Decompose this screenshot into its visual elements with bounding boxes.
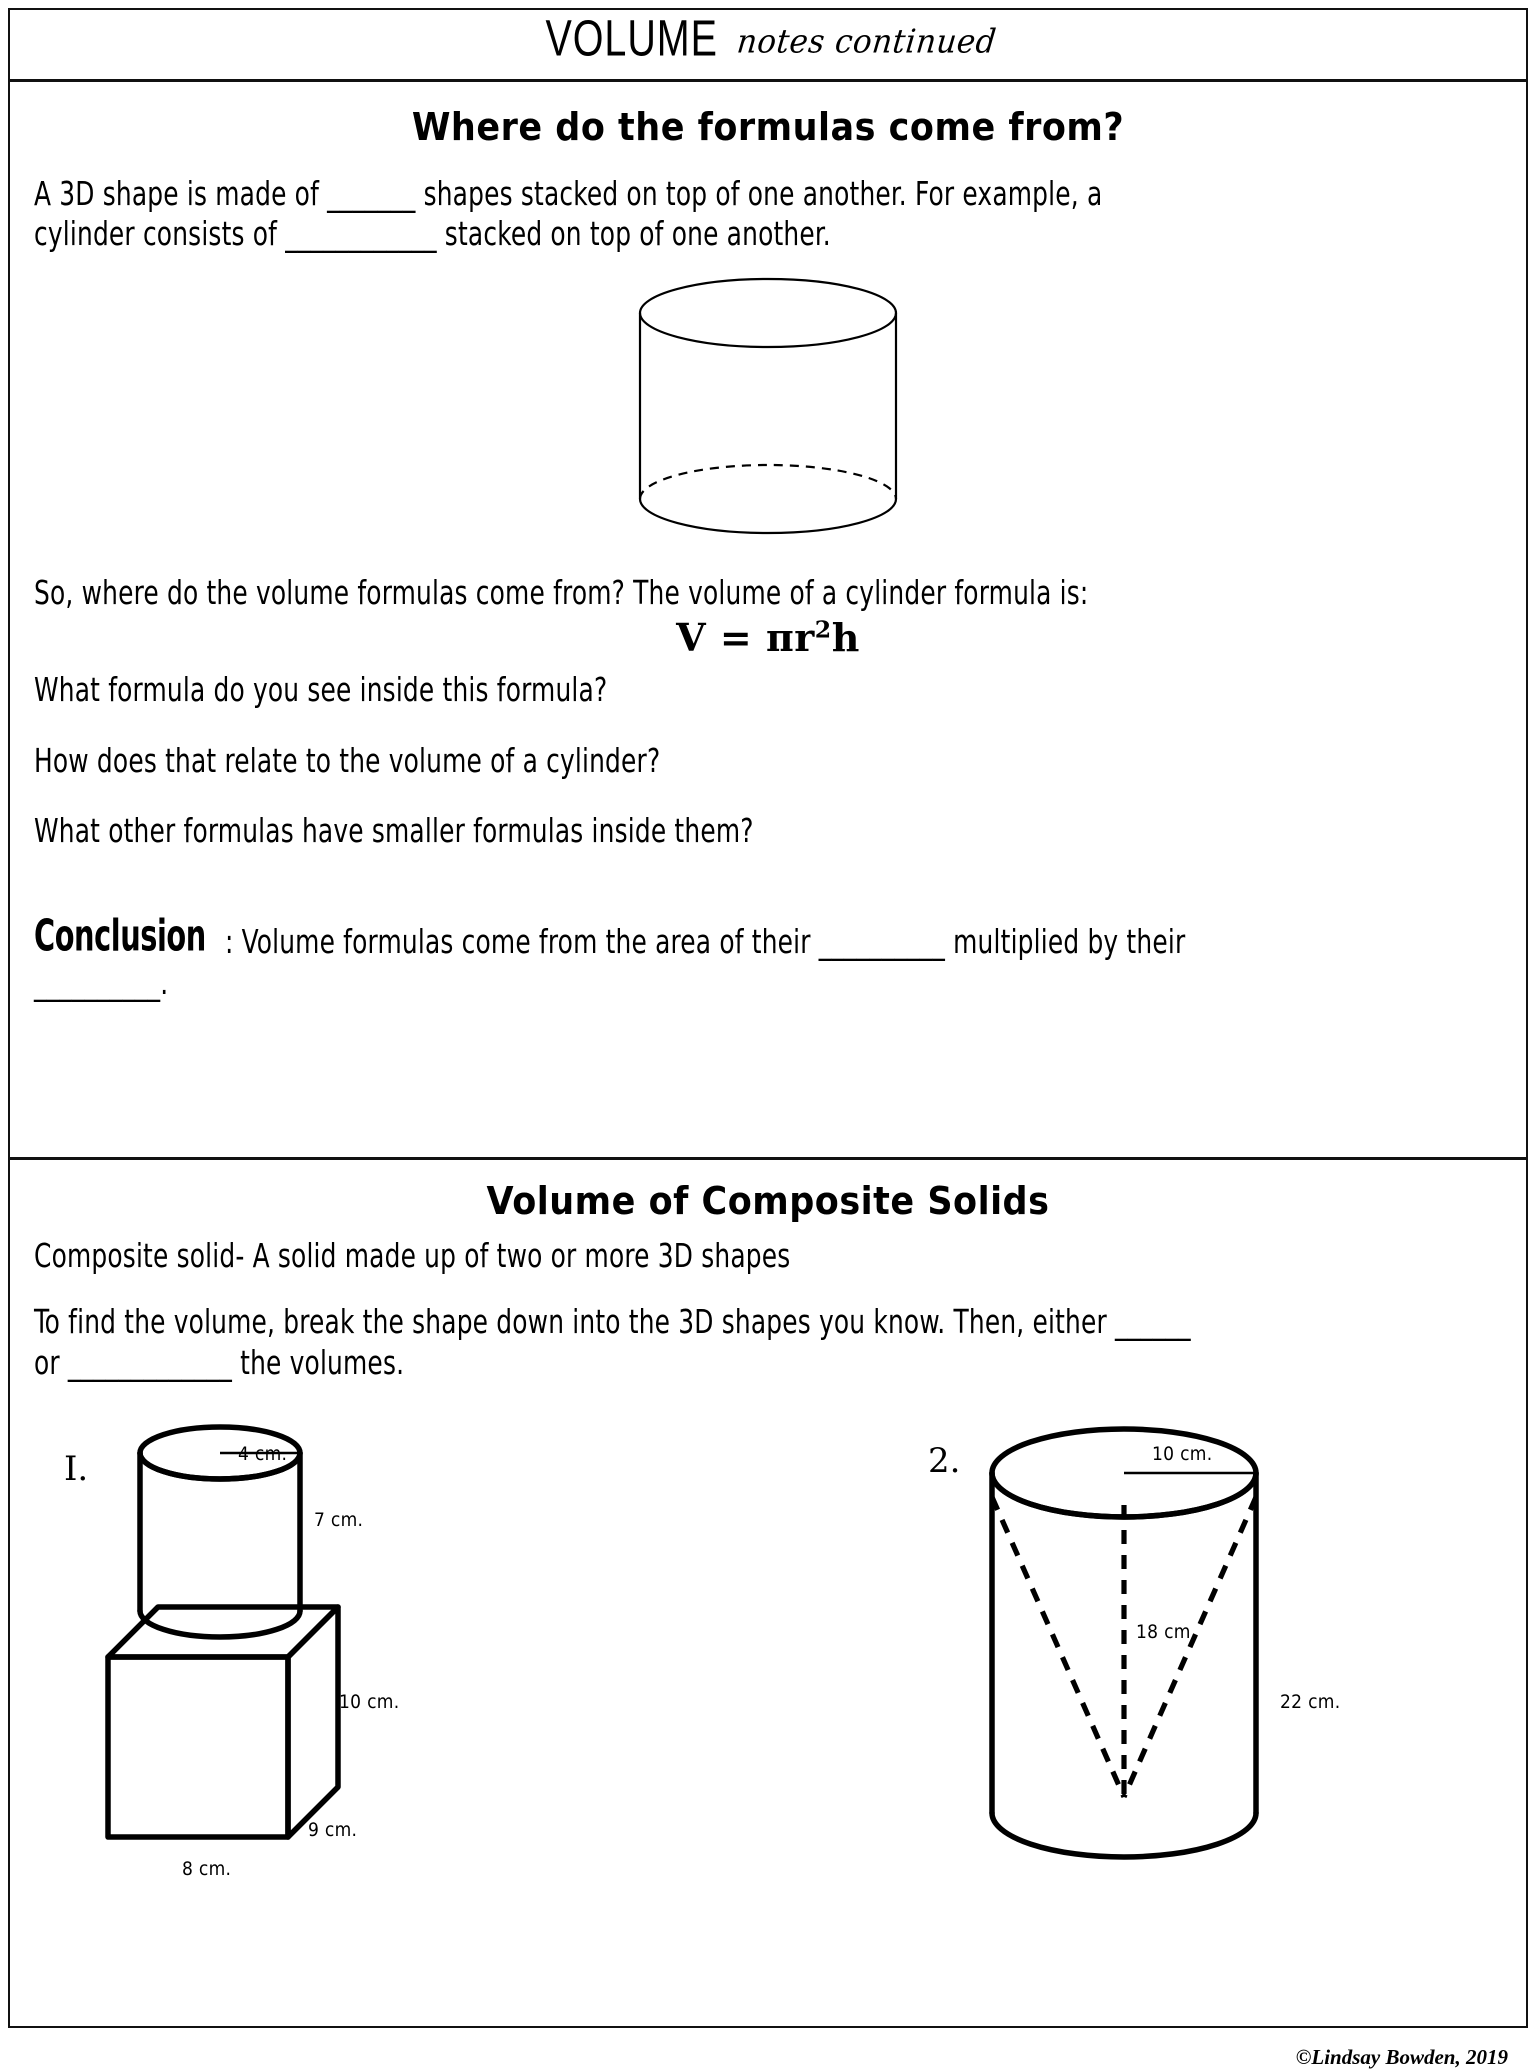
problem-1 xyxy=(42,1401,542,1941)
formula-prompt: So, where do the volume formulas come from? The volume of a cylinder formula is: xyxy=(34,574,1089,612)
problem-1-number: I. xyxy=(64,1449,89,1490)
conclusion-blank: __________. xyxy=(34,964,169,1002)
formula-lhs: V = xyxy=(676,615,766,661)
problem-2-cylinder-height-label: 22 cm. xyxy=(1280,1691,1341,1714)
question-1: What formula do you see inside this formula? xyxy=(34,671,608,710)
page-title-main: VOLUME xyxy=(545,8,718,66)
problem-1-prism-depth-label: 9 cm. xyxy=(308,1819,358,1842)
intro-line-2: cylinder consists of ____________ stacked on top of one another. xyxy=(34,215,831,254)
problem-1-prism-width-label: 8 cm. xyxy=(182,1858,232,1881)
copyright-credit: ©Lindsay Bowden, 2019 xyxy=(1295,2045,1508,2069)
conclusion-text: : Volume formulas come from the area of their __________ multiplied by their xyxy=(224,922,1186,961)
section-b-heading: Volume of Composite Solids xyxy=(486,1180,1050,1224)
instruction-line-2: or _____________ the volumes. xyxy=(34,1344,405,1382)
cylinder-volume-formula xyxy=(34,615,1502,660)
question-3: What other formulas have smaller formulas inside them? xyxy=(34,812,754,851)
problem-1-cylinder-height-label: 7 cm. xyxy=(314,1509,364,1532)
problem-1-figure xyxy=(42,1401,512,1931)
section-composite-solids xyxy=(10,1160,1526,2069)
page-title-bar xyxy=(10,10,1526,82)
composite-definition: Composite solid- A solid made up of two or more 3D shapes xyxy=(34,1237,791,1276)
cylinder-diagram xyxy=(34,271,1502,549)
section-formula-origins xyxy=(10,82,1526,1160)
question-2: How does that relate to the volume of a cylinder? xyxy=(34,742,661,780)
page-title-subtitle: notes continued xyxy=(735,22,999,62)
instruction-line-1: To find the volume, break the shape down into the 3D shapes you know. Then, either ______ xyxy=(34,1303,1191,1342)
problem-2-figure xyxy=(914,1401,1384,1921)
problem-2-number: 2. xyxy=(928,1441,961,1482)
problem-2 xyxy=(914,1401,1474,1941)
problem-2-cone-height-label: 18 cm. xyxy=(1136,1621,1197,1644)
problem-1-prism-height-label: 10 cm. xyxy=(339,1691,400,1714)
worksheet-border xyxy=(8,8,1528,2069)
conclusion-line xyxy=(34,909,1458,967)
problem-figures xyxy=(34,1391,1502,1951)
conclusion-label: Conclusion xyxy=(34,909,206,961)
section-a-heading: Where do the formulas come from? xyxy=(411,106,1125,150)
formula-h: h xyxy=(831,615,860,661)
problem-1-cylinder-radius-label: 4 cm. xyxy=(238,1443,288,1466)
formula-exponent: 2 xyxy=(814,615,832,644)
formula-pi-r: πr xyxy=(765,615,815,661)
problem-2-cylinder-radius-label: 10 cm. xyxy=(1152,1443,1213,1466)
intro-line-1: A 3D shape is made of _______ shapes stacked on top of one another. For example, a xyxy=(34,175,1103,214)
